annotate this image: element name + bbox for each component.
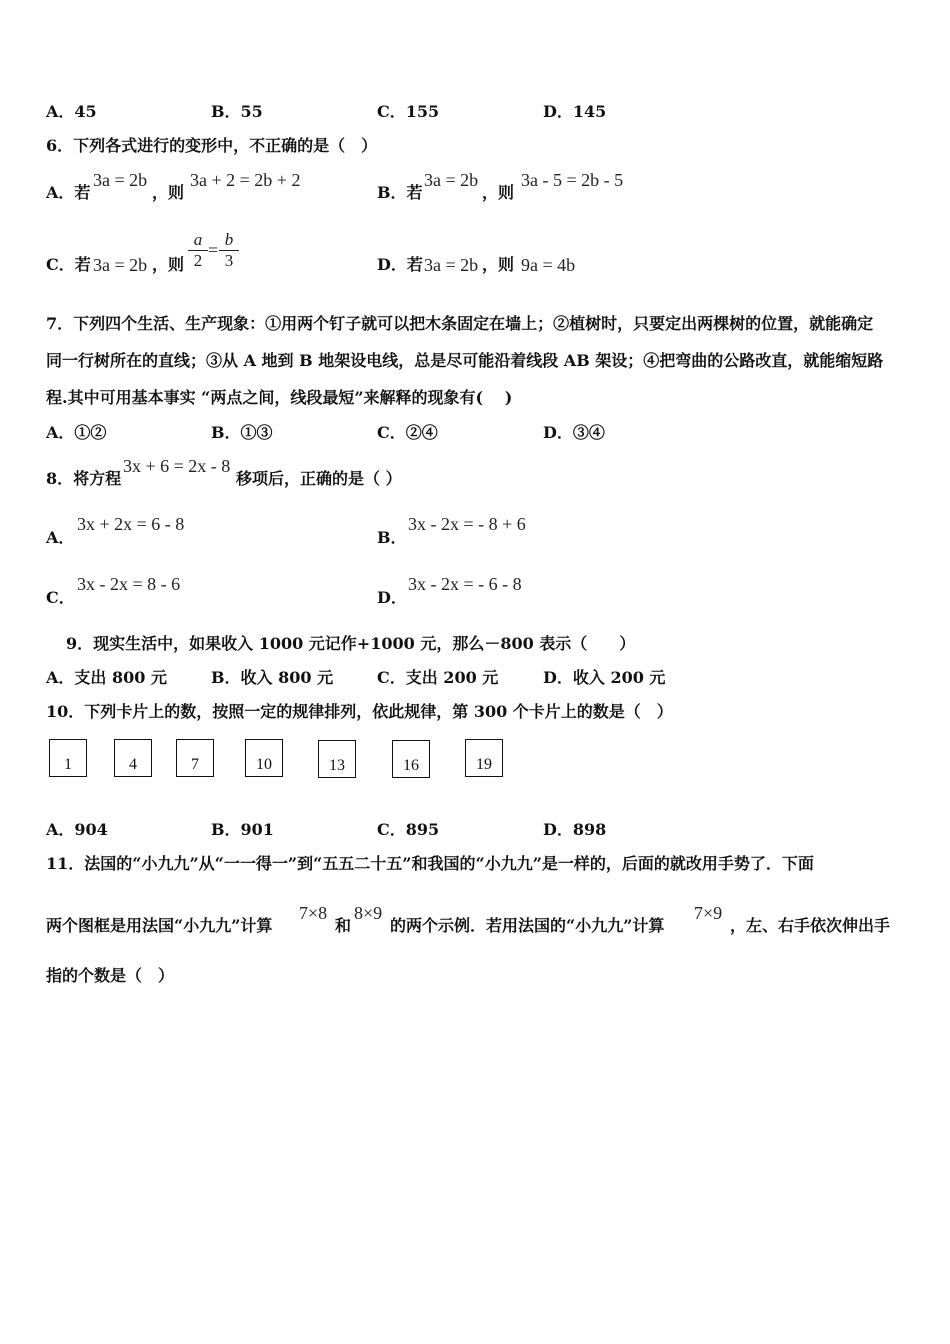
q6-b-then: ，则 — [482, 183, 515, 202]
number-card: 16 — [392, 740, 430, 778]
q8-option-c-label: C． — [46, 588, 75, 607]
q11-line-3: 指的个数是（ ） — [46, 966, 175, 985]
q8-option-a-expr: 3x + 2x = 6 - 8 — [77, 514, 185, 534]
q6-b-condition: 3a = 2b — [424, 170, 479, 190]
q7-option-d: D．③④ — [543, 423, 605, 442]
q6-a-condition: 3a = 2b — [93, 170, 148, 190]
q11-line-1: 11．法国的“小九九”从“一一得一”到“五五二十五”和我国的“小九九”是一样的，后面的就改用手势了．下面 — [46, 854, 814, 873]
q6-d-condition: 3a = 2b — [424, 255, 479, 275]
number-card: 4 — [114, 739, 152, 777]
q10-stem: 10．下列卡片上的数，按照一定的规律排列，依此规律，第 300 个卡片上的数是（ ） — [46, 702, 673, 721]
q11-line-2b: 和 — [335, 916, 352, 935]
q9-option-a: A．支出 800 元 — [46, 668, 167, 687]
q9-stem: 9．现实生活中，如果收入 1000 元记作+1000 元，那么－800 表示（ ） — [66, 634, 636, 653]
q7-line-2: 同一行树所在的直线；③从 A 地到 B 地架设电线，总是尽可能沿着线段 AB 架设；④把弯曲的公路改直，就能缩短路 — [46, 351, 884, 370]
q11-line-2a: 两个图框是用法国“小九九”计算 — [46, 916, 273, 935]
q6-a-then: ，则 — [152, 183, 185, 202]
q8-stem-pre: 8．将方程 — [46, 469, 122, 488]
q9-option-b: B．收入 800 元 — [211, 668, 334, 687]
q7-option-a: A．①② — [46, 423, 107, 442]
q8-stem-post: 移项后，正确的是（ ） — [236, 469, 402, 488]
q5-option-d: D．145 — [543, 102, 607, 121]
q8-option-c-expr: 3x - 2x = 8 - 6 — [77, 574, 181, 594]
q10-option-c: C．895 — [377, 820, 440, 839]
q8-option-d-expr: 3x - 2x = - 6 - 8 — [408, 574, 522, 594]
q6-b-result: 3a - 5 = 2b - 5 — [521, 170, 624, 190]
q6-b-prefix: B．若 — [377, 183, 423, 202]
q8-option-b-expr: 3x - 2x = - 8 + 6 — [408, 514, 526, 534]
q8-option-b-label: B． — [377, 528, 407, 547]
number-card: 1 — [49, 739, 87, 777]
q11-line-2d: ，左、右手依次伸出手 — [730, 916, 891, 935]
q9-option-c: C．支出 200 元 — [377, 668, 499, 687]
q6-c-fraction-a: $\frac{a}{2}$ — [188, 230, 208, 271]
q7-line-3: 程.其中可用基本事实 “两点之间，线段最短”来解释的现象有( ) — [46, 388, 513, 407]
q6-c-fraction-b: $\frac{b}{3}$ — [219, 230, 239, 271]
q5-option-c: C．155 — [377, 102, 440, 121]
q6-c-condition: 3a = 2b — [93, 255, 148, 275]
number-card: 10 — [245, 739, 283, 777]
q8-option-a-label: A． — [46, 528, 75, 547]
q8-equation: 3x + 6 = 2x - 8 — [123, 456, 231, 476]
q8-option-d-label: D． — [377, 588, 407, 607]
q6-stem: 6．下列各式进行的变形中，不正确的是（ ） — [46, 136, 378, 155]
q11-expr-7x9: 7×9 — [694, 903, 723, 923]
q10-option-a: A．904 — [46, 820, 108, 839]
q10-option-b: B．901 — [211, 820, 274, 839]
q6-c-equals: = — [208, 240, 219, 260]
q6-d-result: 9a = 4b — [521, 255, 576, 275]
q6-c-then: ，则 — [152, 255, 185, 274]
q9-option-d: D．收入 200 元 — [543, 668, 666, 687]
q6-a-result: 3a + 2 = 2b + 2 — [190, 170, 301, 190]
q10-option-d: D．898 — [543, 820, 607, 839]
number-card: 19 — [465, 739, 503, 777]
q6-d-prefix: D．若 — [377, 255, 423, 274]
q6-d-then: ，则 — [482, 255, 515, 274]
q11-expr-7x8: 7×8 — [299, 903, 328, 923]
q7-option-b: B．①③ — [211, 423, 273, 442]
q5-option-b: B．55 — [211, 102, 263, 121]
q6-a-prefix: A．若 — [46, 183, 91, 202]
q7-line-1: 7．下列四个生活、生产现象：①用两个钉子就可以把木条固定在墙上；②植树时，只要定出两棵树的位置，就能确定 — [46, 314, 874, 333]
q11-expr-8x9: 8×9 — [354, 903, 383, 923]
q6-c-prefix: C．若 — [46, 255, 91, 274]
number-card: 13 — [318, 740, 356, 778]
q11-line-2c: 的两个示例．若用法国的“小九九”计算 — [390, 916, 665, 935]
q5-option-a: A．45 — [46, 102, 97, 121]
q7-option-c: C．②④ — [377, 423, 438, 442]
number-card: 7 — [176, 739, 214, 777]
